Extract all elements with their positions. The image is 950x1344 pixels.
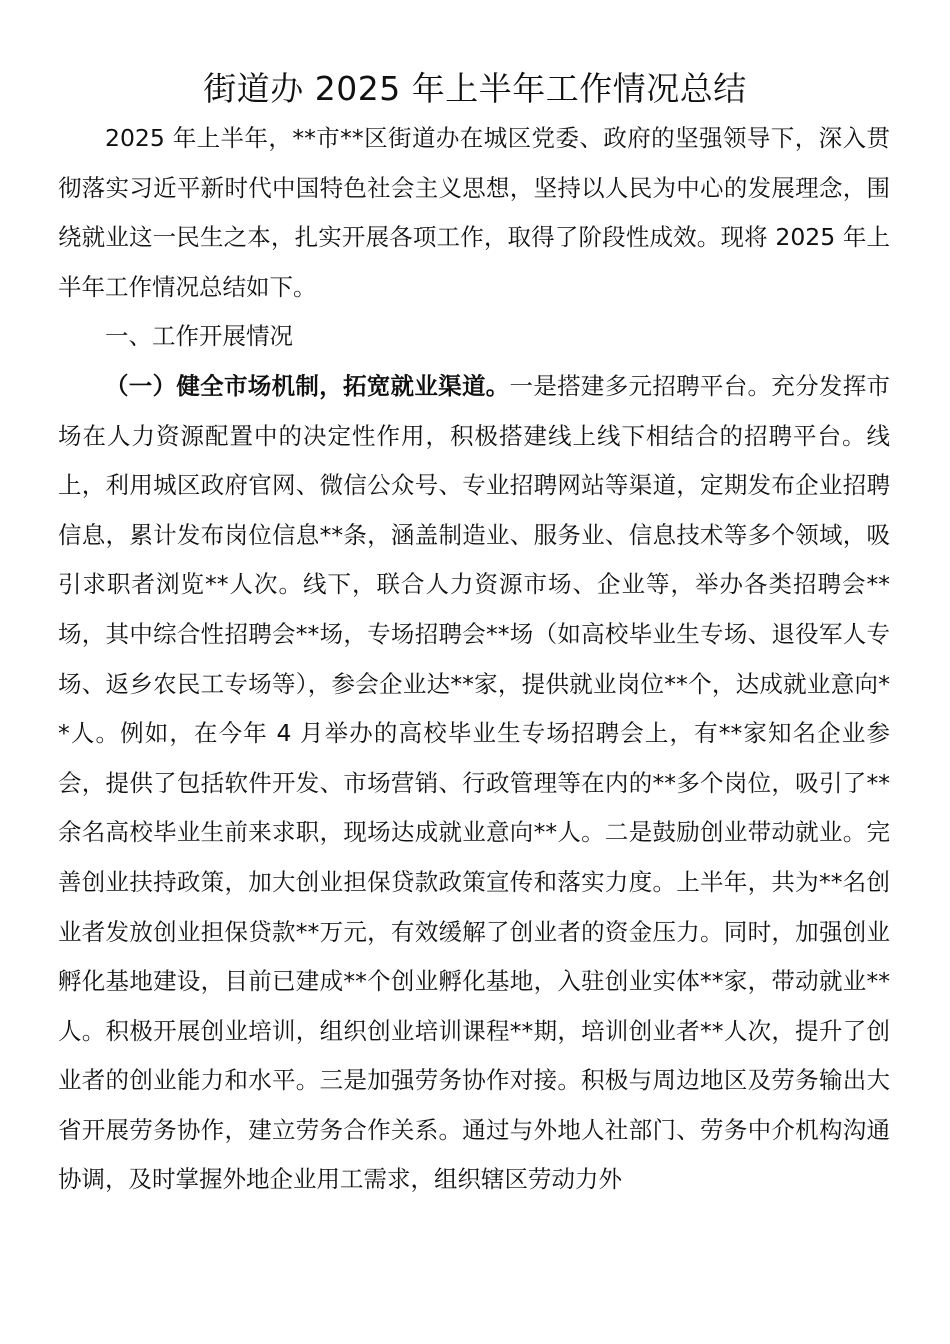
document-body (58, 114, 890, 1205)
section-heading: 一、工作开展情况 (105, 322, 293, 351)
subsection-paragraph (58, 362, 890, 1205)
subsection-heading: （一）健全市场机制，拓宽就业渠道。 (105, 371, 510, 400)
subsection-text: 一是搭建多元招聘平台。充分发挥市场在人力资源配置中的决定性作用，积极搭建线上线下相结合的招聘平台。线上，利用城区政府官网、微信公众号、专业招聘网站等渠道，定期发布企业招聘信息，累计发布岗位信息**条，涵盖制造业、服务业、信息技术等多个领域，吸引求职者浏览**人次。线下，联合人力资源市场、企业等，举办各类招聘会**场，其中综合性招聘会**场，专场招聘会**场（如高校毕业生专场、退役军人专场、返乡农民工专场等），参会企业达**家，提供就业岗位**个，达成就业意向**人。例如，在今年 4 月举办的高校毕业生专场招聘会上，有**家知名企业参会，提供了包括软件开发、市场营销、行政管理等在内的**多个岗位，吸引了**余名高校毕业生前来求职，现场达成就业意向**人。二是鼓励创业带动就业。完善创业扶持政策，加大创业担保贷款政策宣传和落实力度。上半年，共为**名创业者发放创业担保贷款**万元，有效缓解了创业者的资金压力。同时，加强创业孵化基地建设，目前已建成**个创业孵化基地，入驻创业实体**家，带动就业**人。积极开展创业培训，组织创业培训课程**期，培训创业者**人次，提升了创业者的创业能力和水平。三是加强劳务协作对接。积极与周边地区及劳务输出大省开展劳务协作，建立劳务合作关系。通过与外地人社部门、劳务中介机构沟通协调，及时掌握外地企业用工需求，组织辖区劳动力外 (58, 371, 890, 1194)
document-title: 街道办 2025 年上半年工作情况总结 (203, 69, 747, 108)
intro-paragraph: 2025 年上半年，**市**区街道办在城区党委、政府的坚强领导下，深入贯彻落实习近平新时代中国特色社会主义思想，坚持以人民为中心的发展理念，围绕就业这一民生之本，扎实开展各项工作，取得了阶段性成效。现将 2025 年上半年工作情况总结如下。 (58, 124, 890, 301)
